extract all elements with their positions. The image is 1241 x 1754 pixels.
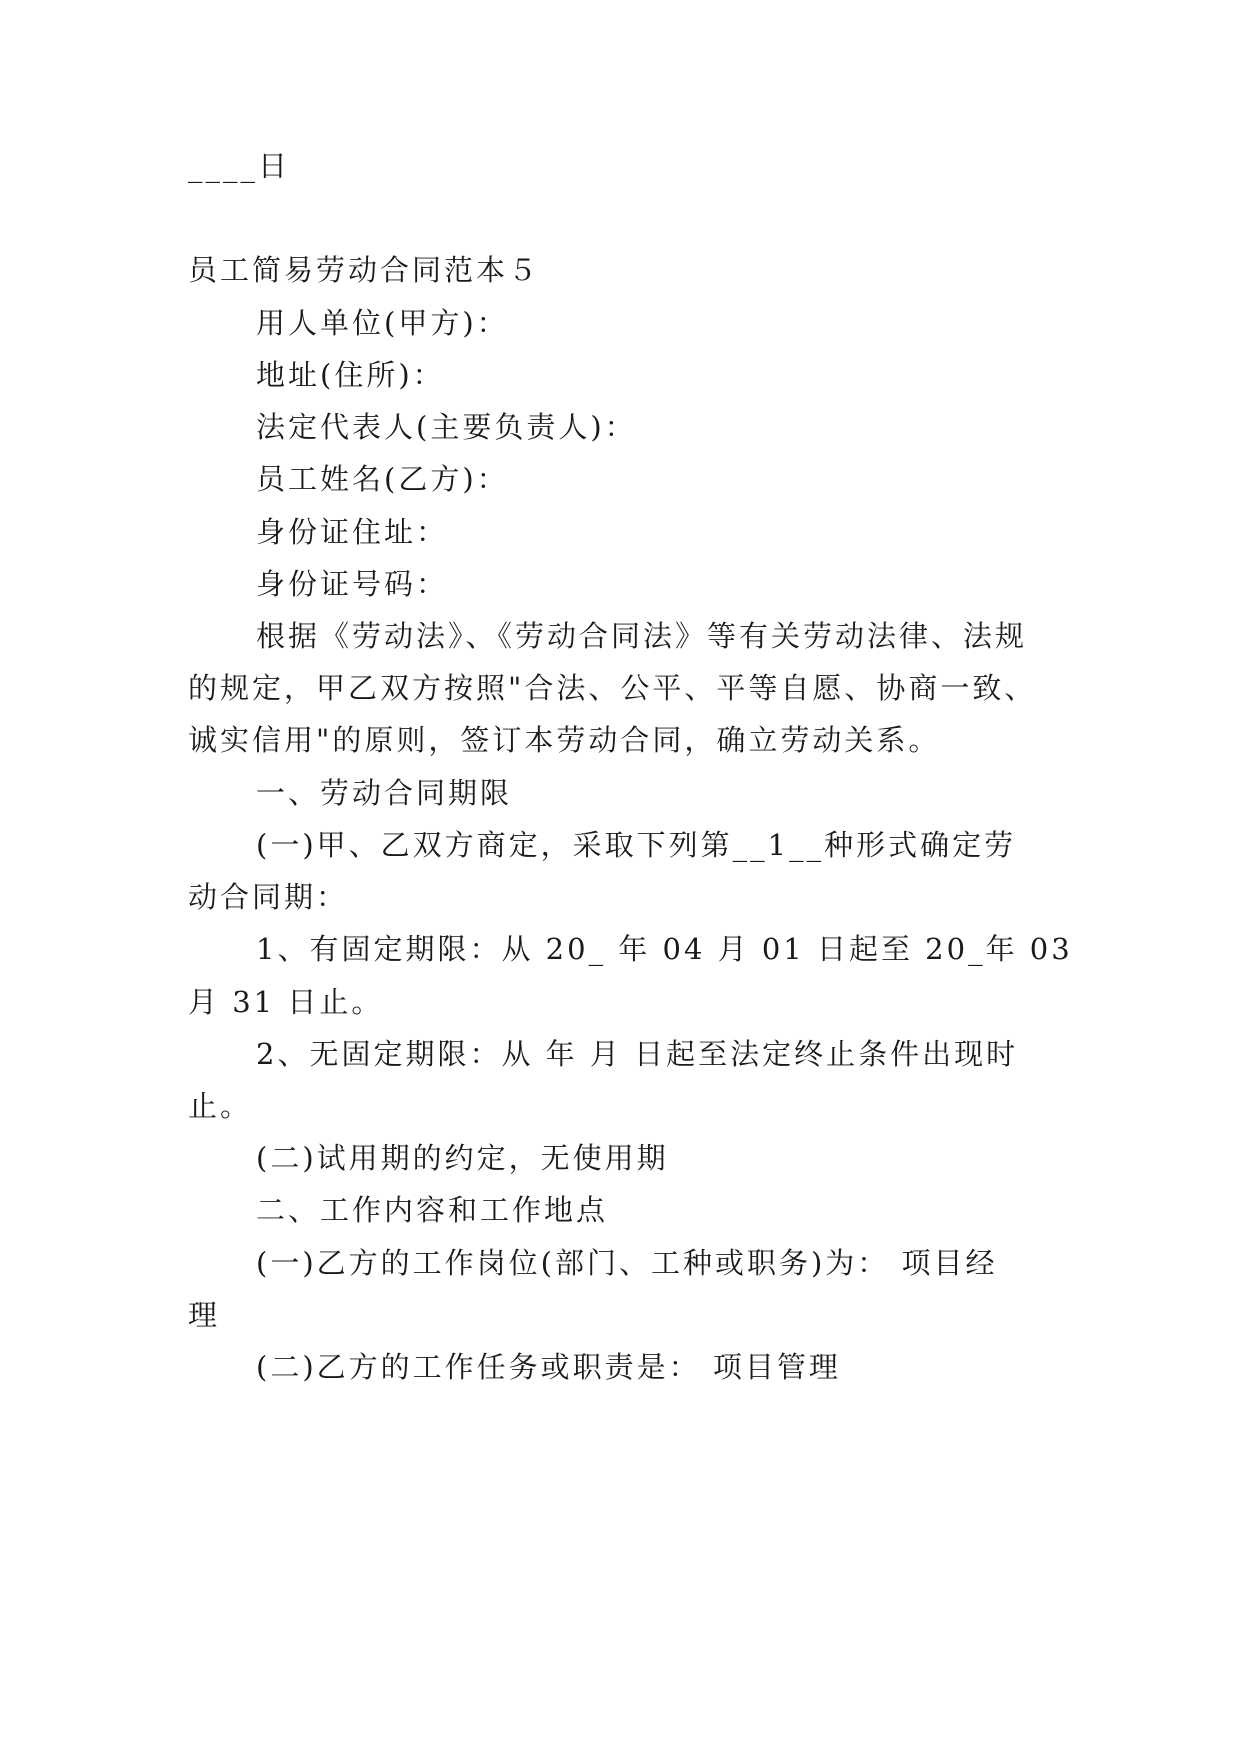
fixed-term-line-2: 月 31 日止。 [188, 985, 384, 1019]
section-2-heading: 二、工作内容和工作地点 [256, 1193, 609, 1227]
document-title: 员工简易劳动合同范本５ [188, 253, 541, 287]
field-legal-representative: 法定代表人(主要负责人)： [256, 410, 637, 444]
section-1-heading: 一、劳动合同期限 [256, 776, 513, 810]
section-1-item-1-line-2: 动合同期： [188, 880, 349, 914]
open-term-line-1: 2、无固定期限：从 年 月 日起至法定终止条件出现时 [256, 1037, 1019, 1071]
field-id-number: 身份证号码： [256, 567, 449, 601]
section-1-item-2: (二)试用期的约定，无使用期 [256, 1141, 669, 1175]
preamble-line-2: 的规定，甲乙双方按照"合法、公平、平等自愿、协商一致、 [188, 671, 1037, 705]
section-2-item-1-line-1: (一)乙方的工作岗位(部门、工种或职务)为： 项目经 [256, 1246, 998, 1280]
section-2-item-2: (二)乙方的工作任务或职责是： 项目管理 [256, 1350, 841, 1384]
preamble-line-1: 根据《劳动法》、《劳动合同法》等有关劳动法律、法规 [256, 619, 1028, 653]
fixed-term-line-1: 1、有固定期限：从 20_ 年 04 月 01 日起至 20_年 03 [256, 932, 1073, 966]
preamble-line-3: 诚实信用"的原则，签订本劳动合同，确立劳动关系。 [188, 723, 941, 757]
field-employer: 用人单位(甲方)： [256, 306, 509, 340]
field-employee-name: 员工姓名(乙方)： [256, 462, 509, 496]
date-tail: ____日 [188, 149, 291, 183]
field-id-address: 身份证住址： [256, 515, 449, 549]
section-2-item-1-line-2: 理 [188, 1298, 221, 1332]
open-term-line-2: 止。 [188, 1089, 253, 1123]
field-address: 地址(住所)： [256, 358, 445, 392]
section-1-item-1-line-1: (一)甲、乙双方商定，采取下列第__1__种形式确定劳 [256, 828, 1017, 862]
